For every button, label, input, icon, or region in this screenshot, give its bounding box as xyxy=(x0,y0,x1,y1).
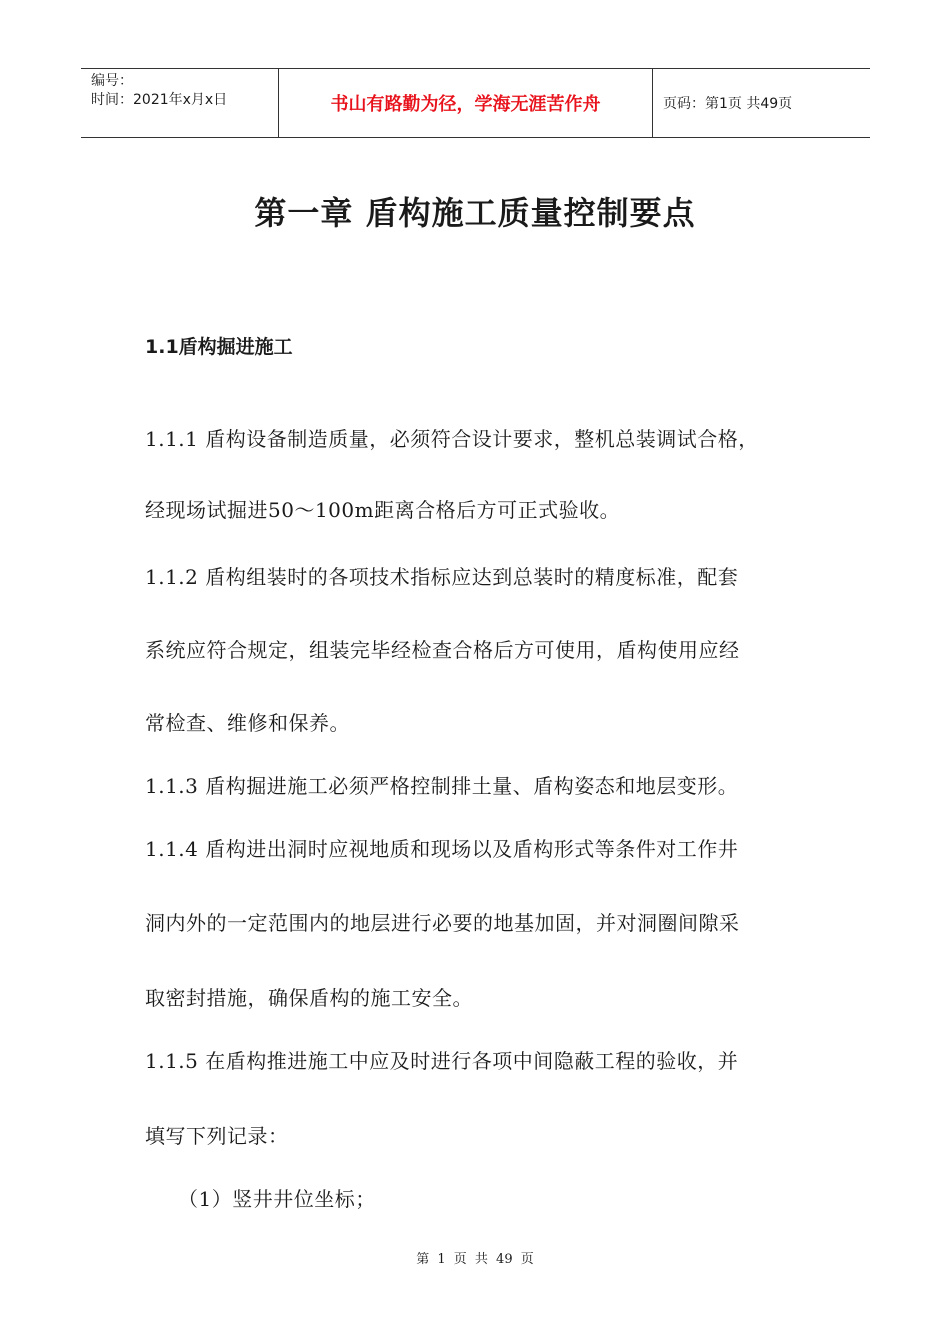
header-info-cell xyxy=(81,69,279,137)
body-line: （1）竖井井位坐标； xyxy=(178,1187,376,1211)
body-line: 常检查、维修和保养。 xyxy=(145,711,350,735)
document-date-label: 时间：2021年x月x日 xyxy=(91,92,228,108)
body-line: 洞内外的一定范围内的地层进行必要的地基加固，并对洞圈间隙采 xyxy=(145,911,740,935)
page-footer: 第 1 页 共 49 页 xyxy=(416,1252,534,1267)
body-line: 1.1.2 盾构组装时的各项技术指标应达到总装时的精度标准，配套 xyxy=(145,565,739,589)
header-motto: 书山有路勤为径，学海无涯苦作舟 xyxy=(279,69,653,137)
section-heading: 1.1盾构掘进施工 xyxy=(145,336,293,358)
body-line: 1.1.1 盾构设备制造质量，必须符合设计要求，整机总装调试合格， xyxy=(145,427,759,451)
body-line: 1.1.3 盾构掘进施工必须严格控制排土量、盾构姿态和地层变形。 xyxy=(145,774,739,798)
body-line: 取密封措施，确保盾构的施工安全。 xyxy=(145,986,473,1010)
header-page-number: 页码：第1页 共49页 xyxy=(663,96,793,112)
chapter-title: 第一章 盾构施工质量控制要点 xyxy=(254,194,696,232)
body-line: 系统应符合规定，组装完毕经检查合格后方可使用，盾构使用应经 xyxy=(145,638,740,662)
document-number-label: 编号： xyxy=(91,73,133,89)
header-table xyxy=(81,68,870,138)
body-line: 经现场试掘进50～100m距离合格后方可正式验收。 xyxy=(145,498,621,522)
body-line: 1.1.5 在盾构推进施工中应及时进行各项中间隐蔽工程的验收，并 xyxy=(145,1049,739,1073)
body-line: 填写下列记录： xyxy=(145,1124,289,1148)
body-line: 1.1.4 盾构进出洞时应视地质和现场以及盾构形式等条件对工作井 xyxy=(145,837,739,861)
